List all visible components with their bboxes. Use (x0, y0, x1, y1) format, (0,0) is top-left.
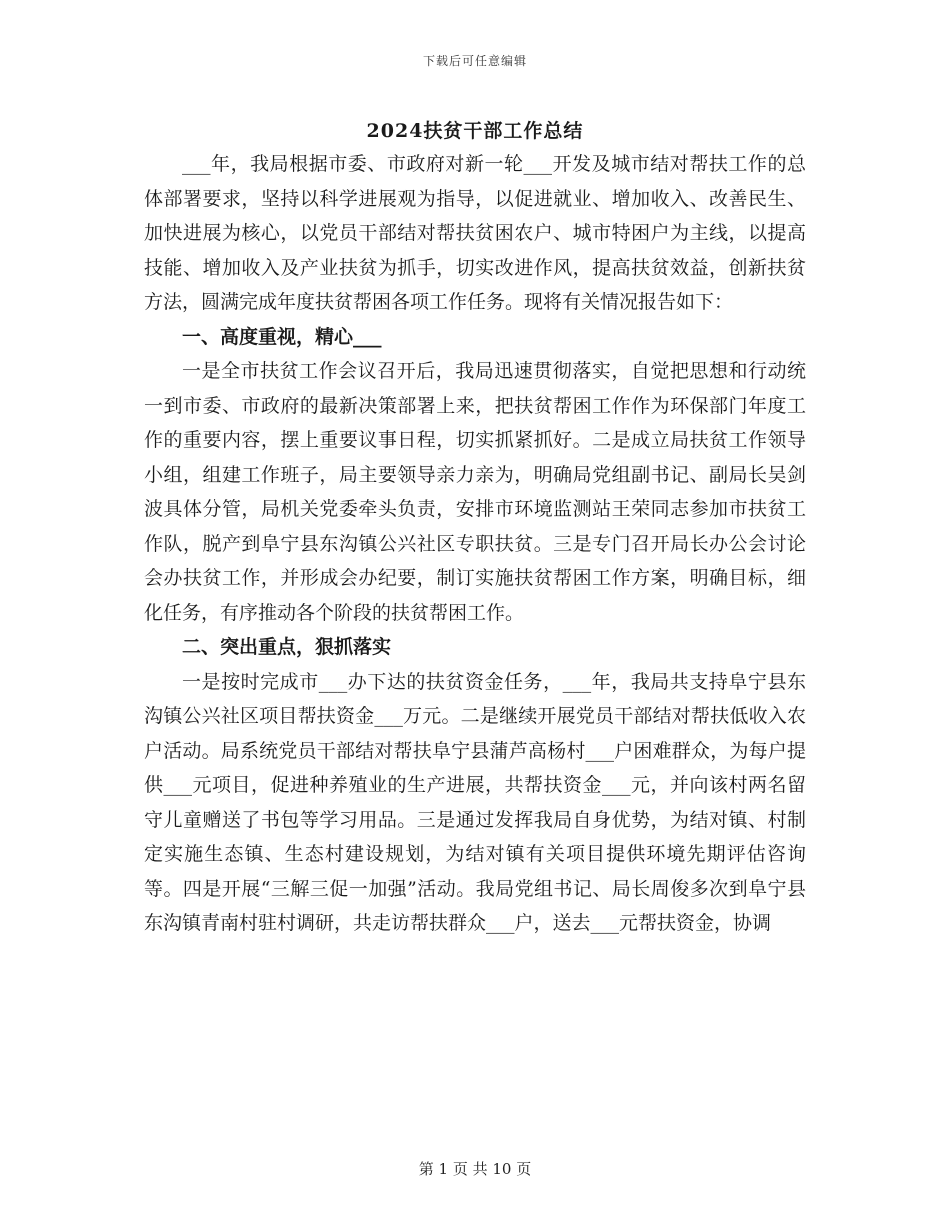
section-1-paragraph: 一是全市扶贫工作会议召开后，我局迅速贯彻落实，自觉把思想和行动统一到市委、市政府的最新决策部署上来，把扶贫帮困工作作为环保部门年度工作的重要内容，摆上重要议事日程，切实抓紧抓好。二是成立局扶贫工作领导小组，组建工作班子，局主要领导亲力亲为，明确局党组副书记、副局长吴剑波具体分管，局机关党委牵头负责，安排市环境监测站王荣同志参加市扶贫工作队，脱产到阜宁县东沟镇公兴社区专职扶贫。三是专门召开局长办公会讨论会办扶贫工作，并形成会办纪要，制订实施扶贫帮困工作方案，明确目标，细化任务，有序推动各个阶段的扶贫帮困工作。 (144, 360, 806, 624)
section-1-heading: 一、高度重视，精心___ (182, 325, 382, 348)
document-body (144, 147, 806, 941)
page-header-note: 下载后可任意编辑 (422, 54, 527, 68)
page-footer-number: 第 1 页 共 10 页 (418, 1160, 532, 1178)
document-title: 2024扶贫干部工作总结 (366, 120, 584, 142)
intro-paragraph: ___年，我局根据市委、市政府对新一轮___开发及城市结对帮扶工作的总体部署要求，坚持以科学进展观为指导，以促进就业、增加收入、改善民生、加快进展为核心，以党员干部结对帮扶贫困农户、城市特困户为主线，以提高技能、增加收入及产业扶贫为抓手，切实改进作风，提高扶贫效益，创新扶贫方法，圆满完成年度扶贫帮困各项工作任务。现将有关情况报告如下： (144, 153, 806, 313)
section-2-paragraph: 一是按时完成市___办下达的扶贫资金任务，___年，我局共支持阜宁县东沟镇公兴社区项目帮扶资金___万元。二是继续开展党员干部结对帮扶低收入农户活动。局系统党员干部结对帮扶阜宁县蒲芦高杨村___户困难群众，为每户提供___元项目，促进种养殖业的生产进展，共帮扶资金___元，并向该村两名留守儿童赠送了书包等学习用品。三是通过发挥我局自身优势，为结对镇、村制定实施生态镇、生态村建设规划，为结对镇有关项目提供环境先期评估咨询等。四是开展“三解三促一加强”活动。我局党组书记、局长周俊多次到阜宁县东沟镇青南村驻村调研，共走访帮扶群众___户，送去___元帮扶资金，协调 (144, 670, 806, 934)
section-2-heading: 二、突出重点，狠抓落实 (182, 636, 392, 658)
